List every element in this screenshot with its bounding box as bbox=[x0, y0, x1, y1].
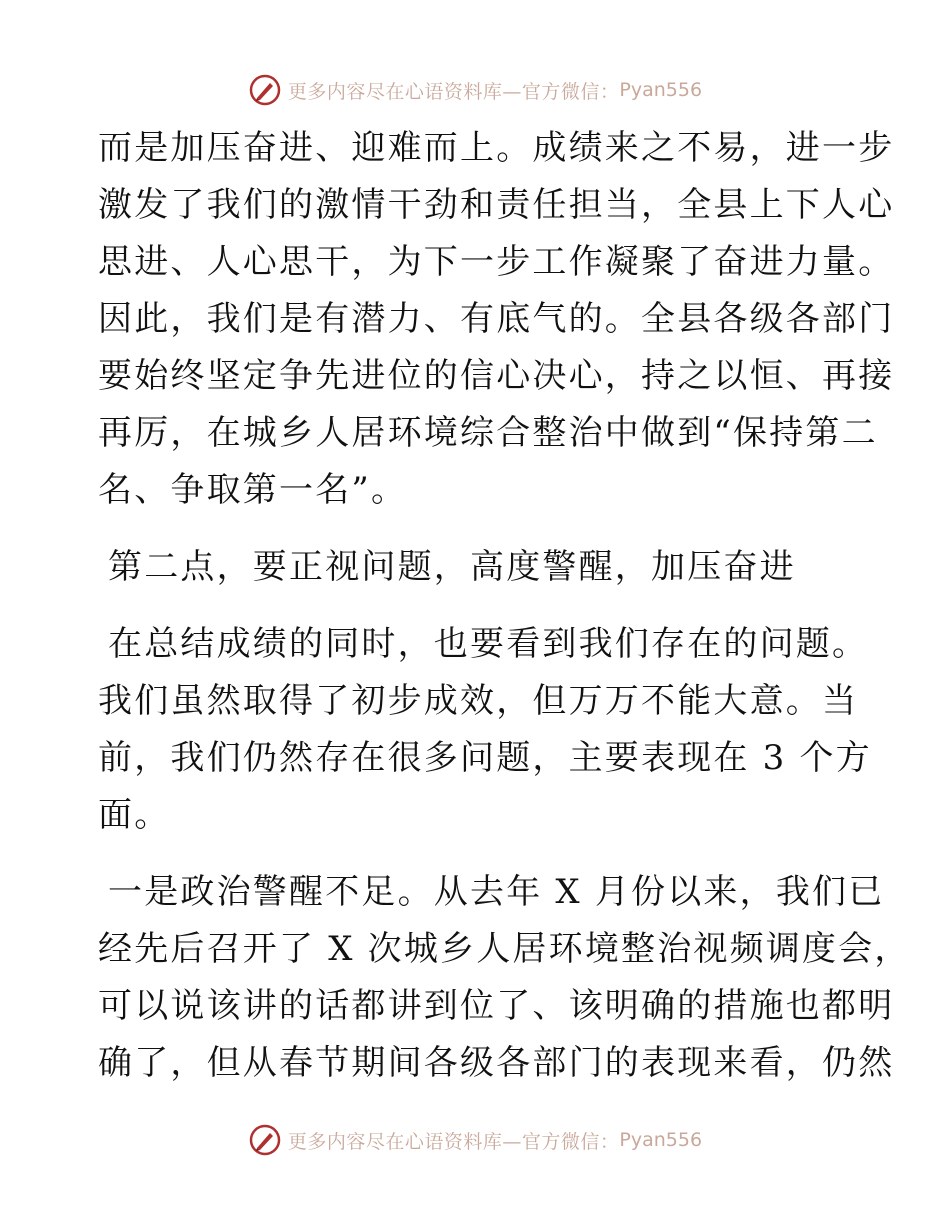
text-line: 再厉，在城乡人居环境综合整治中做到“保持第二 bbox=[98, 413, 878, 453]
text-line: 而是加压奋进、迎难而上。成绩来之不易，进一步 bbox=[98, 128, 895, 168]
section-heading bbox=[98, 539, 858, 596]
document-body bbox=[98, 120, 911, 1092]
watermark-text: 更多内容尽在心语资料库—官方微信： bbox=[287, 80, 620, 103]
header-watermark bbox=[0, 68, 950, 112]
text-line: 因此，我们是有潜力、有底气的。全县各级各部门 bbox=[98, 299, 895, 339]
text-line: 思进、人心思干，为下一步工作凝聚了奋进力量。 bbox=[98, 242, 895, 282]
text-line: 前，我们仍然存在很多问题，主要表现在 3 个方 bbox=[98, 738, 872, 778]
watermark-wechat-id: Pyan556 bbox=[619, 1129, 703, 1151]
text-line: 我们虽然取得了初步成效，但万万不能大意。当 bbox=[98, 681, 859, 721]
text-line: 可以说该讲的话都讲到位了、该明确的措施也都明 bbox=[98, 986, 895, 1026]
footer-watermark bbox=[0, 1118, 950, 1162]
pen-circle-icon bbox=[248, 73, 282, 107]
section-heading-text: 第二点，要正视问题，高度警醒，加压奋进 bbox=[108, 547, 796, 587]
text-line: 在总结成绩的同时，也要看到我们存在的问题。 bbox=[108, 624, 869, 664]
paragraph-problems-intro bbox=[98, 616, 872, 844]
paragraph-achievements bbox=[98, 120, 895, 519]
text-line: 名、争取第一名”。 bbox=[98, 470, 408, 510]
text-line: 面。 bbox=[98, 795, 171, 835]
text-line: 一是政治警醒不足。从去年 X 月份以来，我们已 bbox=[108, 872, 885, 912]
text-line: 激发了我们的激情干劲和责任担当，全县上下人心 bbox=[98, 185, 895, 225]
text-line: 要始终坚定争先进位的信心决心，持之以恒、再接 bbox=[98, 356, 895, 396]
text-line: 经先后召开了 X 次城乡人居环境整治视频调度会， bbox=[98, 929, 911, 969]
watermark-text: 更多内容尽在心语资料库—官方微信： bbox=[287, 1130, 620, 1153]
pen-circle-icon bbox=[248, 1123, 282, 1157]
watermark-wechat-id: Pyan556 bbox=[619, 79, 703, 101]
paragraph-political-alertness bbox=[98, 864, 911, 1092]
text-line: 确了，但从春节期间各级各部门的表现来看，仍然 bbox=[98, 1043, 895, 1083]
